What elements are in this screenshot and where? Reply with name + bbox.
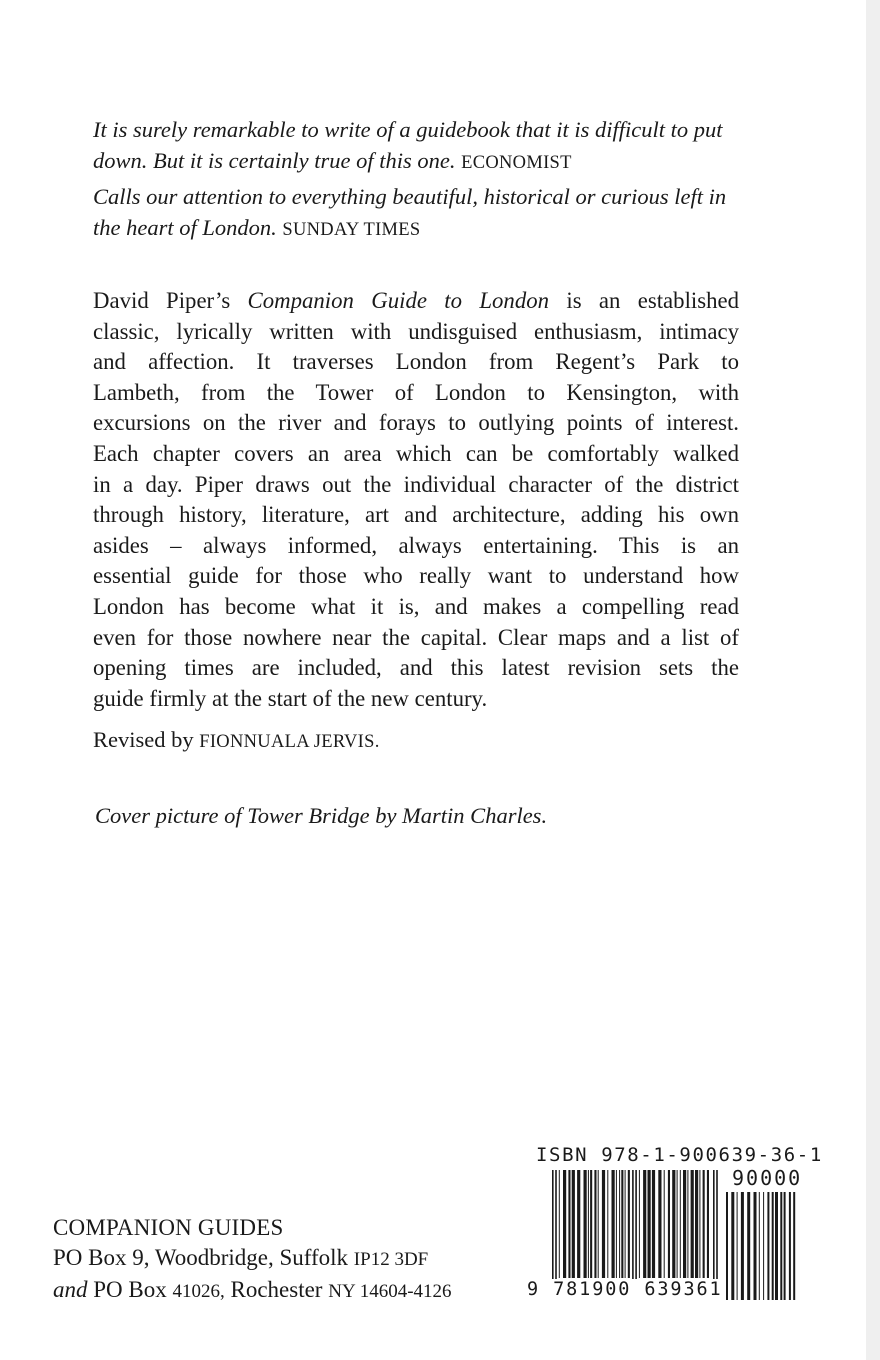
barcode-bar (643, 1170, 646, 1278)
blurb-line: and affection. It traverses London from Regent’s Park to (93, 349, 739, 375)
isbn-label: ISBN 978-1-900639-36-1 (536, 1144, 823, 1166)
barcode-addon-bar (747, 1192, 750, 1300)
page-edge (866, 0, 880, 1360)
barcode-bar (703, 1170, 705, 1278)
barcode-addon-bar (775, 1192, 778, 1300)
barcode-bar (612, 1170, 615, 1278)
barcode-addon-bar (767, 1192, 769, 1300)
barcode-bar (607, 1170, 608, 1278)
barcode-bar (568, 1170, 570, 1278)
barcode-bar (699, 1170, 700, 1278)
barcode-bar (590, 1170, 592, 1278)
blurb-line: through history, literature, art and architecture, adding his own (93, 502, 739, 528)
revised-prefix: Revised by (93, 727, 194, 752)
barcode-bar (598, 1170, 599, 1278)
barcode-addon-bar (789, 1192, 791, 1300)
review-source: ECONOMIST (461, 153, 572, 173)
barcode-addon-bar (780, 1192, 782, 1300)
blurb-book-title: Companion Guide to London (247, 288, 550, 313)
barcode-bar (559, 1170, 560, 1278)
barcode-bar (619, 1170, 620, 1278)
blurb-line: Each chapter covers an area which can be comfortably walked (93, 440, 739, 466)
barcode-bar (616, 1170, 617, 1278)
barcode-bar (577, 1170, 580, 1278)
barcode-bar (716, 1170, 718, 1294)
publisher-address-us: and PO Box 41026, Rochester NY 14604-4126 (53, 1277, 452, 1302)
blurb-line: classic, lyrically written with undisguised enthusiasm, intimacy (93, 318, 739, 344)
barcode-addon-bar (726, 1192, 728, 1300)
blurb-line: London has become what it is, and makes a compelling read (93, 593, 739, 619)
reviser-name: FIONNUALA JERVIS. (199, 732, 380, 752)
blurb-line: Lambeth, from the Tower of London to Kensington, with (93, 379, 739, 405)
blurb-line: asides – always informed, always entertaining. This is an (93, 532, 739, 558)
barcode-bar (707, 1170, 709, 1278)
barcode-addon-bar (731, 1192, 734, 1300)
barcode-bar (632, 1170, 634, 1294)
barcode-bar (628, 1170, 630, 1278)
barcode-addon-bar (763, 1192, 764, 1300)
barcode-addon-bar (772, 1192, 774, 1300)
barcode-bar (683, 1170, 686, 1278)
barcode-addon-bar (741, 1192, 744, 1300)
barcode-bar (648, 1170, 651, 1278)
review-text: It is surely remarkable to write of a guidebook that it is difficult to put down. But it is certainly true of this one. (93, 117, 723, 173)
barcode-addon-bar (759, 1192, 760, 1300)
barcode-bar (625, 1170, 626, 1278)
book-blurb (93, 286, 739, 714)
publisher-address-uk: PO Box 9, Woodbridge, Suffolk IP12 3DF (53, 1245, 429, 1270)
barcode-bar (695, 1170, 698, 1278)
barcode-bar (691, 1170, 694, 1278)
publisher-block (53, 1213, 523, 1307)
review-source: SUNDAY TIMES (282, 220, 421, 240)
barcode-bar (664, 1170, 665, 1278)
barcode-addon-bar (784, 1192, 786, 1300)
blurb-line: guide firmly at the start of the new century. (93, 685, 488, 711)
review-text: Calls our attention to everything beautiful, historical or curious left in the heart of London. (93, 184, 727, 240)
barcode-bar (635, 1170, 637, 1294)
barcode-digits: 9 781900 639361 (527, 1279, 723, 1300)
barcode-bar (713, 1170, 715, 1294)
blurb-line: David Piper’s Companion Guide to London is an established (93, 288, 740, 313)
blurb-line: essential guide for those who really want to understand how (93, 563, 739, 589)
barcode-bar (555, 1170, 557, 1294)
barcode-bar (563, 1170, 566, 1278)
blurb-line: opening times are included, and this latest revision sets the (93, 655, 739, 681)
barcode-bar (677, 1170, 678, 1278)
barcode-bar (594, 1170, 596, 1278)
barcode-bar (652, 1170, 655, 1278)
barcode-bar (658, 1170, 661, 1278)
blurb-line: in a day. Piper draws out the individual character of the district (93, 471, 739, 497)
barcode-bar (672, 1170, 675, 1278)
cover-credit: Cover picture of Tower Bridge by Martin Charles. (95, 803, 548, 828)
barcode-addon-bar (793, 1192, 795, 1300)
barcode-bar (687, 1170, 688, 1278)
blurb-author: David Piper’s (93, 288, 231, 313)
blurb-line: excursions on the river and forays to outlying points of interest. (93, 410, 739, 436)
barcode-bar (602, 1170, 605, 1278)
barcode-bar (572, 1170, 575, 1278)
barcode-addon-bar (754, 1192, 757, 1300)
barcode-addon-bar (737, 1192, 738, 1300)
review-quote-sunday-times (93, 181, 753, 246)
barcode-bar (639, 1170, 640, 1278)
barcode-bar (584, 1170, 587, 1278)
barcode-bar (680, 1170, 681, 1278)
publisher-name: COMPANION GUIDES (53, 1215, 284, 1240)
barcode-bar (621, 1170, 623, 1278)
barcode-bar (552, 1170, 554, 1294)
blurb-line: even for those nowhere near the capital. Clear maps and a list of (93, 624, 739, 650)
review-quote-economist (93, 114, 753, 179)
barcode-bar (668, 1170, 670, 1278)
barcode-bar (588, 1170, 589, 1278)
barcode-addon-price: 90000 (732, 1166, 803, 1190)
revised-by (93, 724, 380, 758)
